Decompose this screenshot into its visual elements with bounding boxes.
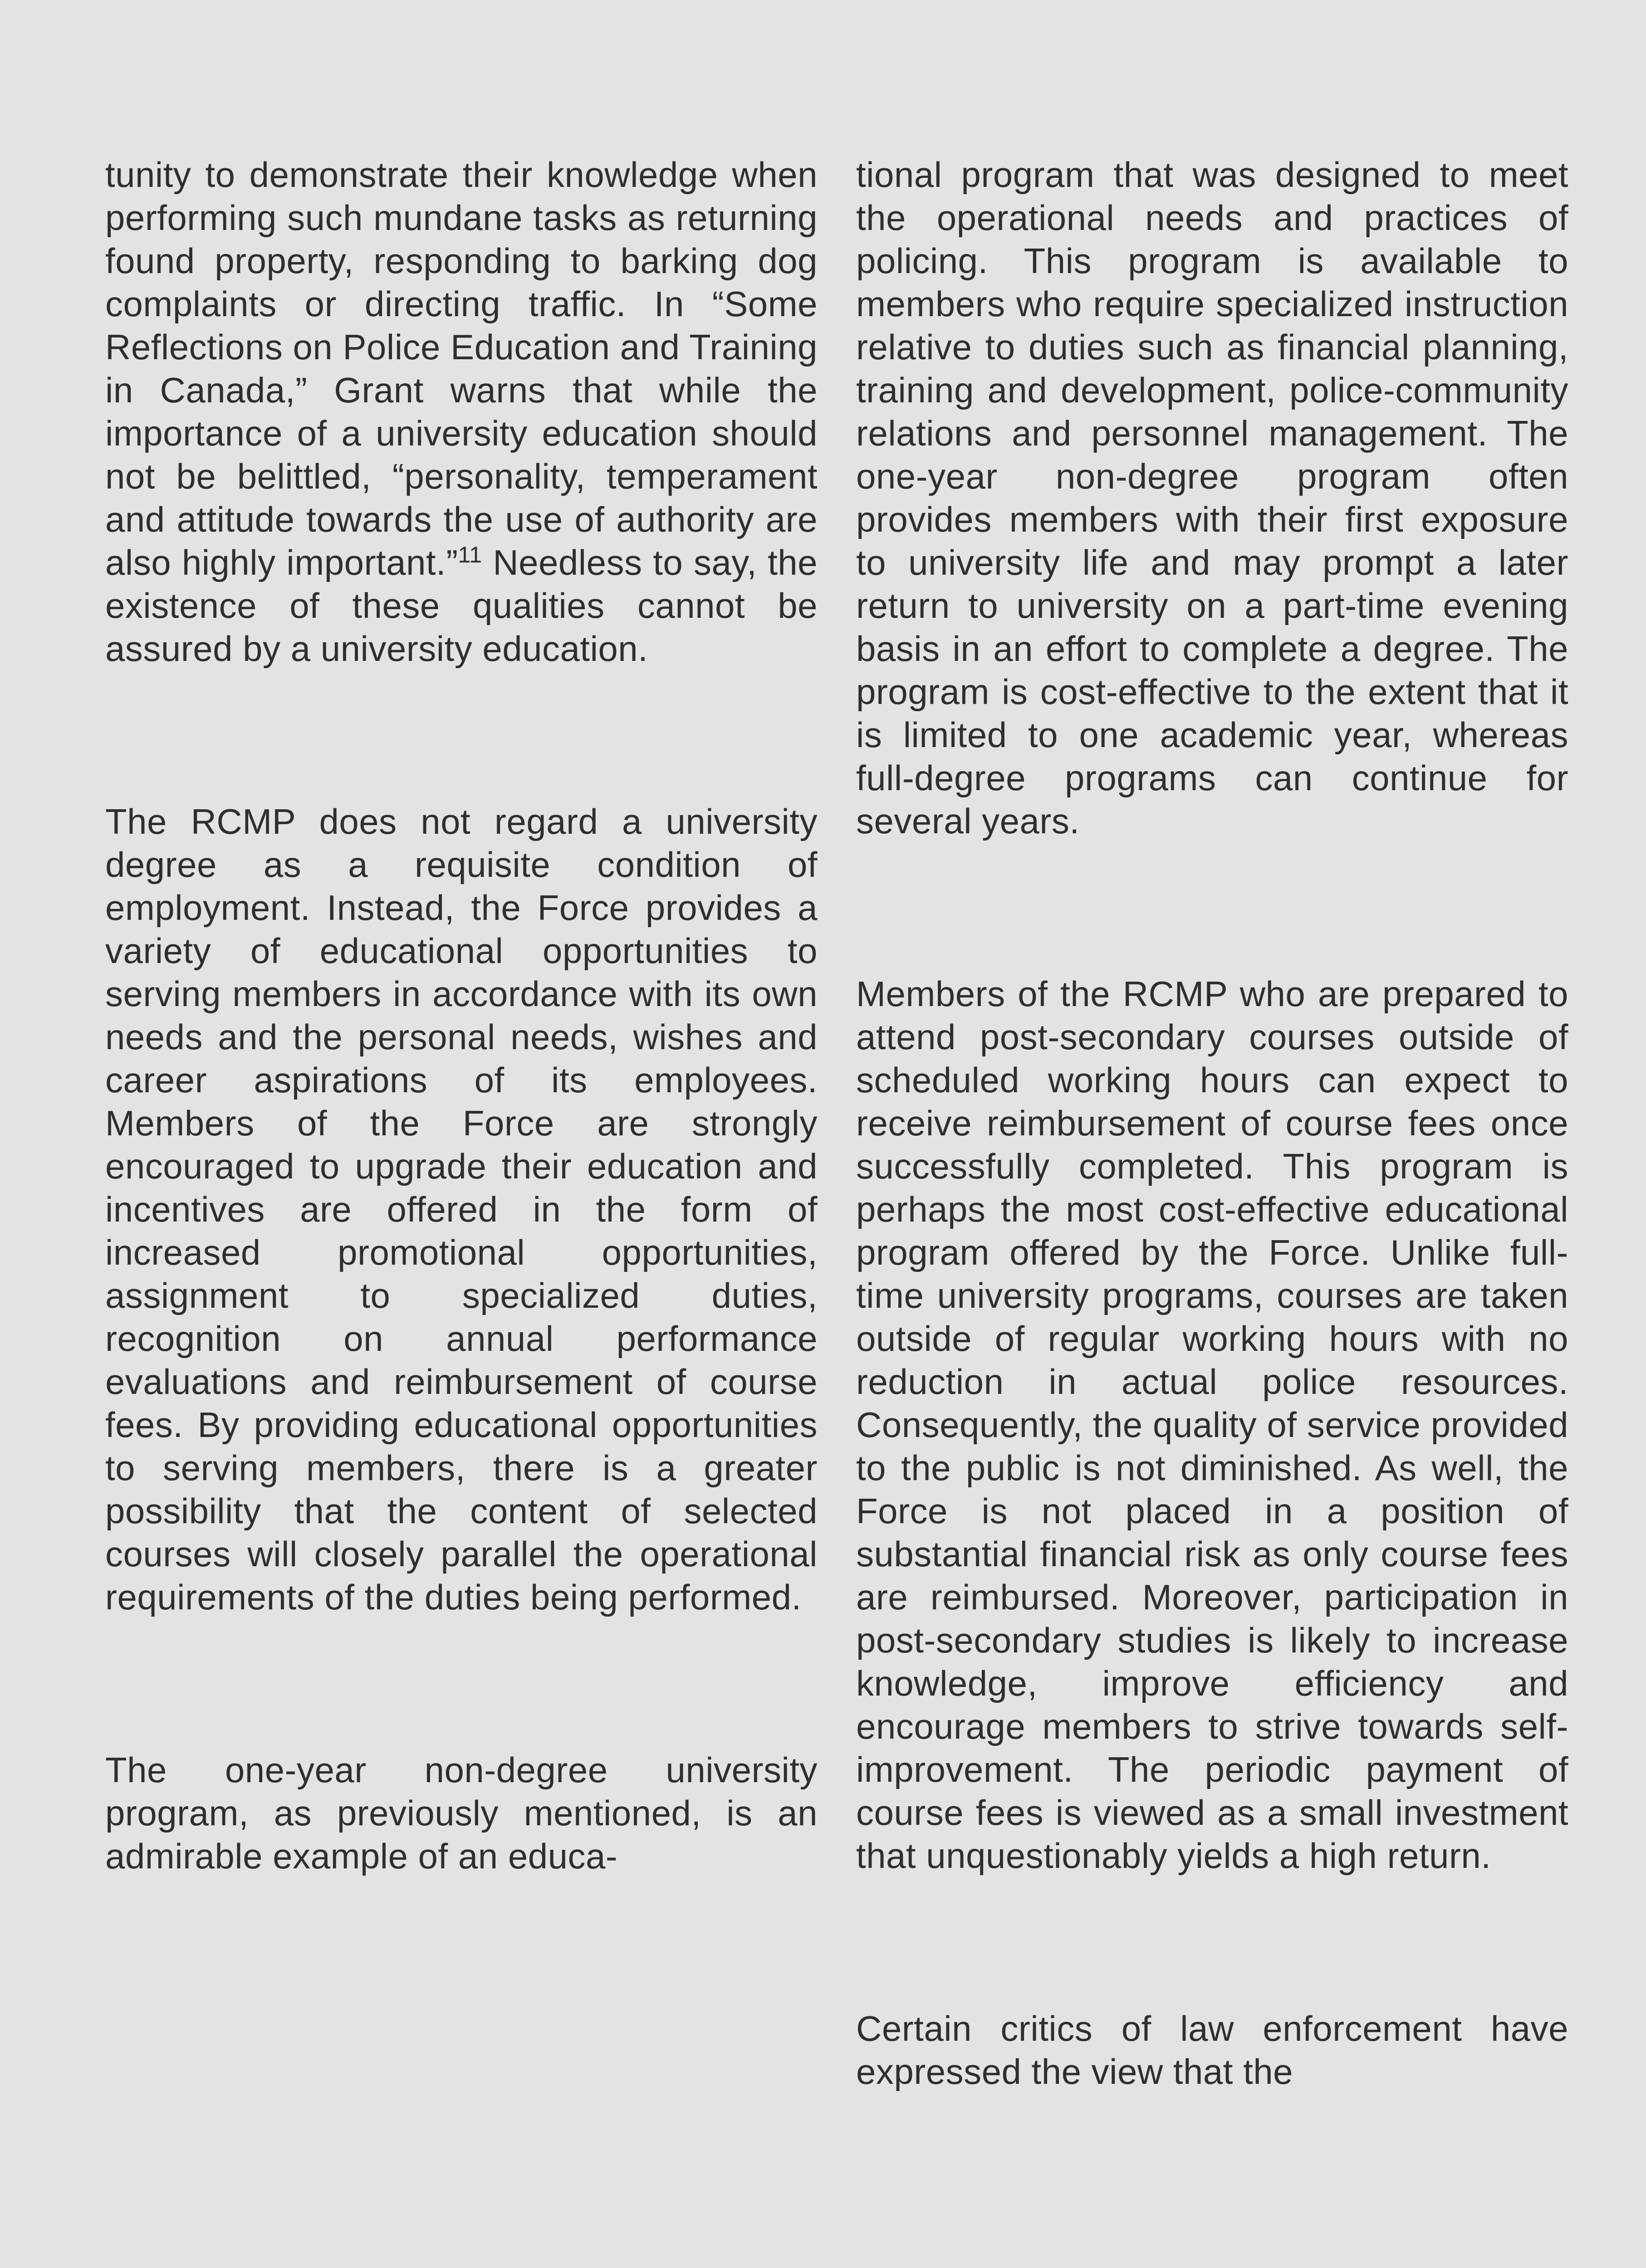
paragraph-rcmp-policy: The RCMP does not regard a university degree as a requisite condition of employment. Instead, the Force provides a variety of educational opportunities to serving members in accordance with its own needs and the personal needs, wishes and career aspirations of its employees. Members of the Force are strongly encouraged to upgrade their education and incentives are offered in the form of increased promotional opportunities, assignment to specialized duties, recognition on annual performance evaluations and reimbursement of course fees. By providing educational opportunities to serving members, there is a greater possibility that the content of selected courses will closely parallel the operational requirements of the duties being performed.: [105, 802, 818, 1617]
paragraph-course-fee-reimbursement: Members of the RCMP who are prepared to attend post-secondary courses outside of scheduled working hours can expect to receive reimbursement of course fees once successfully completed. This program is perhaps the most cost-effective educational program offered by the Force. Unlike full-time university programs, courses are taken outside of regular working hours with no reduction in actual police resources. Consequently, the quality of service provided to the public is not diminished. As well, the Force is not placed in a position of substantial financial risk as only course fees are reimbursed. Moreover, participation in post-secondary studies is likely to increase knowledge, improve efficiency and encourage members to strive towards self-improvement. The periodic payment of course fees is viewed as a small investment that unquestionably yields a high return.: [856, 974, 1568, 1876]
paragraph-education-qualities: [105, 153, 818, 670]
paragraph-critics: Certain critics of law enforcement have expressed the view that the: [856, 2009, 1568, 2092]
right-column: [856, 153, 1568, 2093]
footnote-reference: 11: [458, 542, 482, 567]
paragraph-program-continued: tional program that was designed to meet the operational needs and practices of policing. This program is available to members who require specialized instruction relative to duties such as financial planning, training and development, police-community relations and personnel management. The one-year non-degree program often provides members with their first exposure to university life and may prompt a later return to university on a part-time evening basis in an effort to complete a degree. The program is cost-effective to the extent that it is limited to one academic year, whereas full-degree programs can continue for several years.: [856, 155, 1568, 841]
paragraph-text: Needless to say, the existence of these qualities cannot be assured by a university education.: [105, 543, 818, 669]
paragraph-non-degree-program: The one-year non-degree university program, as previously mentioned, is an admirable example of an educa-: [105, 1750, 818, 1876]
left-column: [105, 153, 818, 1878]
paragraph-text: tunity to demonstrate their knowledge when performing such mundane tasks as returning found property, responding to barking dog complaints or directing traffic. In “Some Reflections on Police Education and Training in Canada,” Grant warns that while the importance of a university education should not be belittled, “personality, temperament and attitude towards the use of authority are also highly important.”: [105, 155, 818, 582]
